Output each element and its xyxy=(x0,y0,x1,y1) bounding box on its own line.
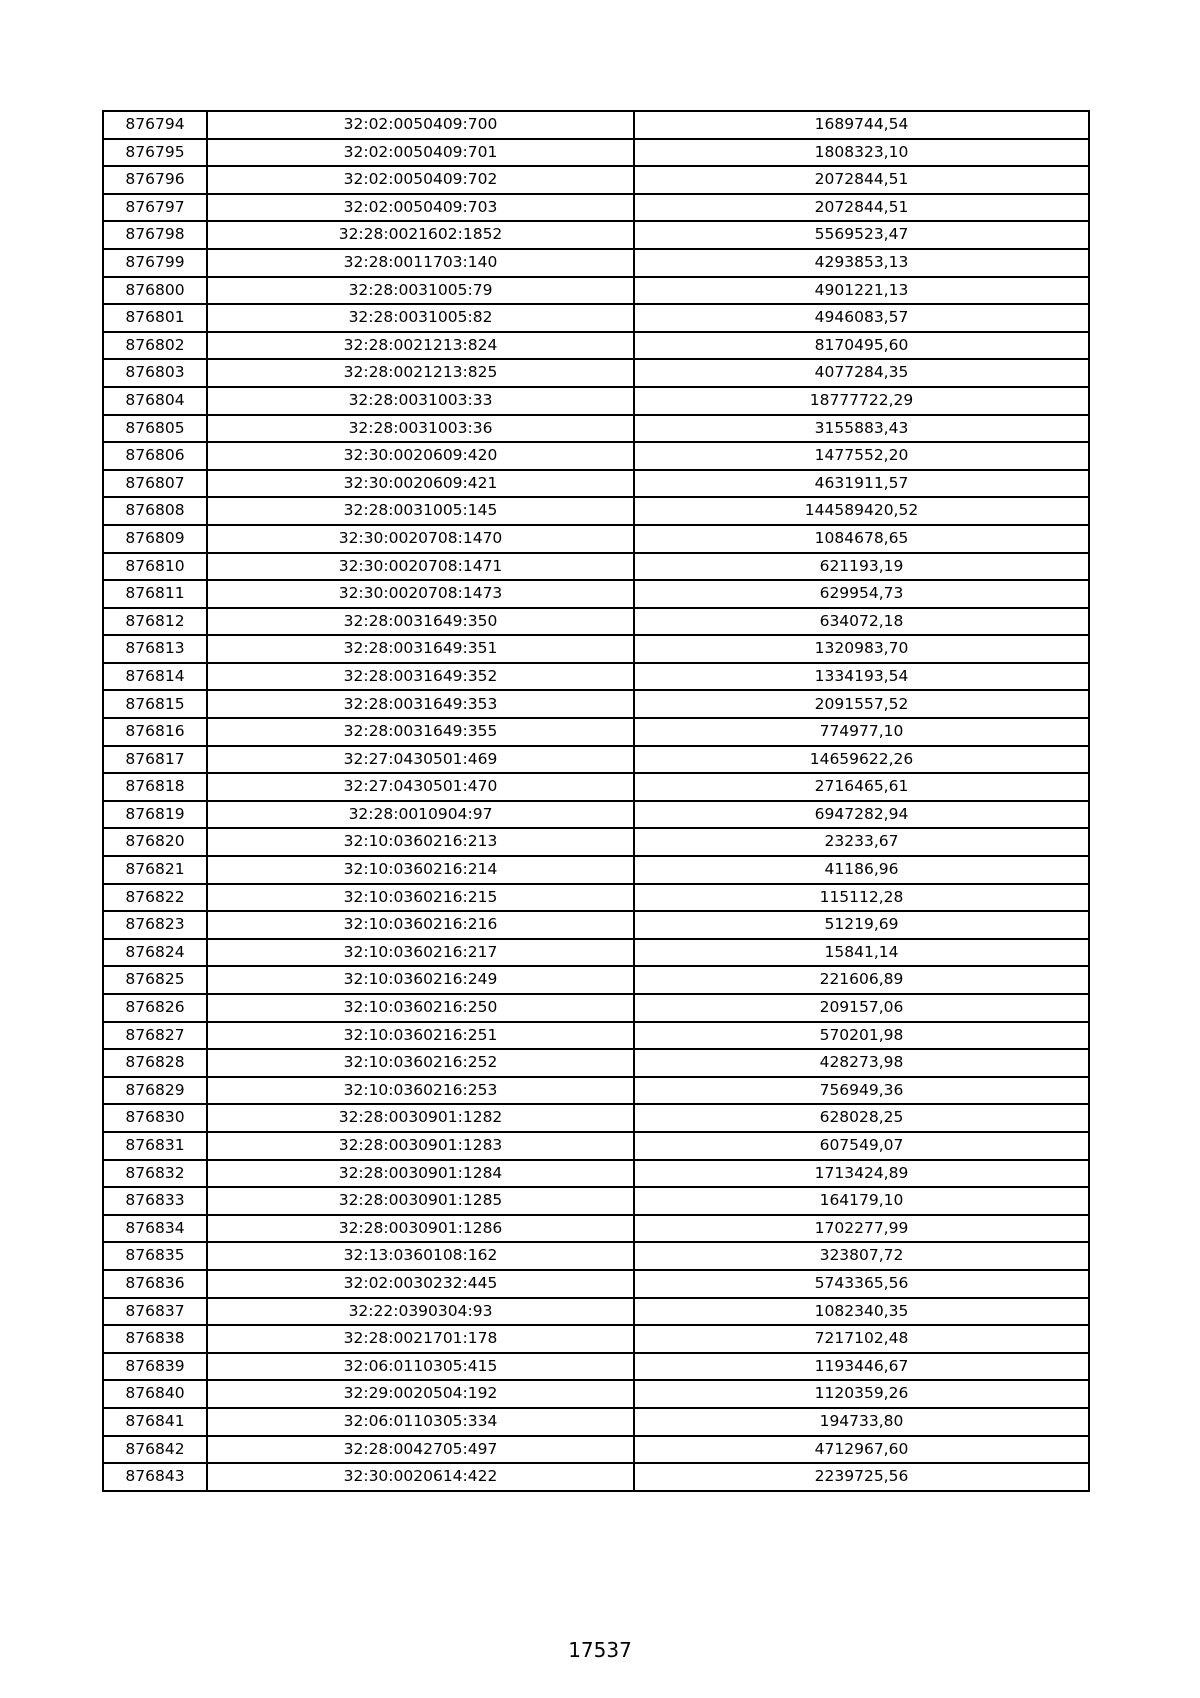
row-number-cell: 876840 xyxy=(103,1380,207,1408)
cadastral-number-cell: 32:02:0030232:445 xyxy=(207,1270,634,1298)
cadastral-value-cell: 621193,19 xyxy=(634,553,1089,581)
cadastral-number-cell: 32:02:0050409:701 xyxy=(207,139,634,167)
cadastral-number-cell: 32:27:0430501:469 xyxy=(207,746,634,774)
cadastral-number-cell: 32:28:0030901:1284 xyxy=(207,1160,634,1188)
row-number-cell: 876802 xyxy=(103,332,207,360)
row-number-cell: 876796 xyxy=(103,166,207,194)
table-row xyxy=(103,277,1089,305)
cadastral-value-cell: 18777722,29 xyxy=(634,387,1089,415)
table-row xyxy=(103,1380,1089,1408)
row-number-cell: 876820 xyxy=(103,828,207,856)
cadastral-number-cell: 32:06:0110305:415 xyxy=(207,1353,634,1381)
cadastral-value-cell: 221606,89 xyxy=(634,966,1089,994)
row-number-cell: 876814 xyxy=(103,663,207,691)
cadastral-value-cell: 4631911,57 xyxy=(634,470,1089,498)
cadastral-number-cell: 32:28:0030901:1282 xyxy=(207,1104,634,1132)
row-number-cell: 876817 xyxy=(103,746,207,774)
cadastral-value-cell: 1082340,35 xyxy=(634,1298,1089,1326)
cadastral-value-cell: 1320983,70 xyxy=(634,635,1089,663)
row-number-cell: 876836 xyxy=(103,1270,207,1298)
cadastral-number-cell: 32:30:0020609:421 xyxy=(207,470,634,498)
cadastral-value-cell: 570201,98 xyxy=(634,1022,1089,1050)
table-row xyxy=(103,1077,1089,1105)
cadastral-number-cell: 32:28:0030901:1286 xyxy=(207,1215,634,1243)
table-row xyxy=(103,387,1089,415)
row-number-cell: 876832 xyxy=(103,1160,207,1188)
cadastral-value-cell: 15841,14 xyxy=(634,939,1089,967)
row-number-cell: 876799 xyxy=(103,249,207,277)
cadastral-value-cell: 629954,73 xyxy=(634,580,1089,608)
table-row xyxy=(103,1022,1089,1050)
cadastral-number-cell: 32:28:0031003:36 xyxy=(207,415,634,443)
cadastral-value-cell: 428273,98 xyxy=(634,1049,1089,1077)
row-number-cell: 876816 xyxy=(103,718,207,746)
page-number: 17537 xyxy=(568,1638,632,1662)
cadastral-value-cell: 1808323,10 xyxy=(634,139,1089,167)
row-number-cell: 876827 xyxy=(103,1022,207,1050)
table-row xyxy=(103,415,1089,443)
cadastral-number-cell: 32:28:0031649:353 xyxy=(207,690,634,718)
table-row xyxy=(103,718,1089,746)
cadastral-number-cell: 32:28:0010904:97 xyxy=(207,801,634,829)
cadastral-value-cell: 1334193,54 xyxy=(634,663,1089,691)
cadastral-value-cell: 6947282,94 xyxy=(634,801,1089,829)
row-number-cell: 876800 xyxy=(103,277,207,305)
row-number-cell: 876824 xyxy=(103,939,207,967)
cadastral-value-cell: 23233,67 xyxy=(634,828,1089,856)
table-row xyxy=(103,1049,1089,1077)
cadastral-number-cell: 32:10:0360216:252 xyxy=(207,1049,634,1077)
row-number-cell: 876825 xyxy=(103,966,207,994)
row-number-cell: 876828 xyxy=(103,1049,207,1077)
table-row xyxy=(103,139,1089,167)
cadastral-value-cell: 4293853,13 xyxy=(634,249,1089,277)
cadastral-value-cell: 323807,72 xyxy=(634,1242,1089,1270)
table-row xyxy=(103,608,1089,636)
row-number-cell: 876819 xyxy=(103,801,207,829)
cadastral-value-cell: 7217102,48 xyxy=(634,1325,1089,1353)
row-number-cell: 876815 xyxy=(103,690,207,718)
table-row xyxy=(103,442,1089,470)
cadastral-number-cell: 32:10:0360216:249 xyxy=(207,966,634,994)
cadastral-number-cell: 32:02:0050409:702 xyxy=(207,166,634,194)
table-row xyxy=(103,1436,1089,1464)
row-number-cell: 876808 xyxy=(103,497,207,525)
cadastral-value-cell: 14659622,26 xyxy=(634,746,1089,774)
table-row xyxy=(103,497,1089,525)
table-row xyxy=(103,1270,1089,1298)
row-number-cell: 876829 xyxy=(103,1077,207,1105)
row-number-cell: 876818 xyxy=(103,773,207,801)
cadastral-number-cell: 32:28:0030901:1285 xyxy=(207,1187,634,1215)
table-row xyxy=(103,663,1089,691)
cadastral-value-cell: 4712967,60 xyxy=(634,1436,1089,1464)
table-row xyxy=(103,1160,1089,1188)
row-number-cell: 876837 xyxy=(103,1298,207,1326)
row-number-cell: 876810 xyxy=(103,553,207,581)
cadastral-number-cell: 32:13:0360108:162 xyxy=(207,1242,634,1270)
row-number-cell: 876807 xyxy=(103,470,207,498)
cadastral-number-cell: 32:10:0360216:217 xyxy=(207,939,634,967)
table-row xyxy=(103,166,1089,194)
cadastral-number-cell: 32:10:0360216:250 xyxy=(207,994,634,1022)
cadastral-value-cell: 4946083,57 xyxy=(634,304,1089,332)
table-row xyxy=(103,304,1089,332)
cadastral-value-cell: 1713424,89 xyxy=(634,1160,1089,1188)
cadastral-number-cell: 32:10:0360216:253 xyxy=(207,1077,634,1105)
cadastral-number-cell: 32:28:0021602:1852 xyxy=(207,221,634,249)
table-row xyxy=(103,828,1089,856)
table-row xyxy=(103,1408,1089,1436)
cadastral-number-cell: 32:06:0110305:334 xyxy=(207,1408,634,1436)
cadastral-number-cell: 32:10:0360216:251 xyxy=(207,1022,634,1050)
row-number-cell: 876843 xyxy=(103,1463,207,1491)
cadastral-number-cell: 32:10:0360216:214 xyxy=(207,856,634,884)
cadastral-number-cell: 32:28:0011703:140 xyxy=(207,249,634,277)
row-number-cell: 876834 xyxy=(103,1215,207,1243)
cadastral-value-cell: 1120359,26 xyxy=(634,1380,1089,1408)
cadastral-value-cell: 209157,06 xyxy=(634,994,1089,1022)
table-row xyxy=(103,1187,1089,1215)
cadastral-value-cell: 634072,18 xyxy=(634,608,1089,636)
cadastral-number-cell: 32:10:0360216:216 xyxy=(207,911,634,939)
table-row xyxy=(103,884,1089,912)
cadastral-number-cell: 32:28:0021213:825 xyxy=(207,359,634,387)
row-number-cell: 876835 xyxy=(103,1242,207,1270)
cadastral-value-cell: 115112,28 xyxy=(634,884,1089,912)
table-row xyxy=(103,939,1089,967)
row-number-cell: 876801 xyxy=(103,304,207,332)
cadastral-number-cell: 32:28:0030901:1283 xyxy=(207,1132,634,1160)
cadastral-number-cell: 32:28:0031649:352 xyxy=(207,663,634,691)
table-row xyxy=(103,221,1089,249)
row-number-cell: 876826 xyxy=(103,994,207,1022)
row-number-cell: 876797 xyxy=(103,194,207,222)
cadastral-value-table xyxy=(102,110,1090,1492)
cadastral-value-cell: 2091557,52 xyxy=(634,690,1089,718)
table-row xyxy=(103,553,1089,581)
cadastral-number-cell: 32:10:0360216:213 xyxy=(207,828,634,856)
cadastral-value-cell: 1689744,54 xyxy=(634,111,1089,139)
table-row xyxy=(103,1242,1089,1270)
table-row xyxy=(103,911,1089,939)
row-number-cell: 876804 xyxy=(103,387,207,415)
cadastral-value-cell: 41186,96 xyxy=(634,856,1089,884)
cadastral-value-cell: 628028,25 xyxy=(634,1104,1089,1132)
cadastral-number-cell: 32:28:0042705:497 xyxy=(207,1436,634,1464)
table-row xyxy=(103,194,1089,222)
table-row xyxy=(103,690,1089,718)
table-row xyxy=(103,470,1089,498)
row-number-cell: 876811 xyxy=(103,580,207,608)
table-row xyxy=(103,1353,1089,1381)
cadastral-number-cell: 32:28:0031005:82 xyxy=(207,304,634,332)
cadastral-value-cell: 607549,07 xyxy=(634,1132,1089,1160)
row-number-cell: 876812 xyxy=(103,608,207,636)
cadastral-number-cell: 32:10:0360216:215 xyxy=(207,884,634,912)
table-row xyxy=(103,635,1089,663)
row-number-cell: 876794 xyxy=(103,111,207,139)
cadastral-value-cell: 1193446,67 xyxy=(634,1353,1089,1381)
cadastral-value-cell: 756949,36 xyxy=(634,1077,1089,1105)
row-number-cell: 876842 xyxy=(103,1436,207,1464)
cadastral-number-cell: 32:30:0020708:1470 xyxy=(207,525,634,553)
cadastral-value-cell: 5743365,56 xyxy=(634,1270,1089,1298)
cadastral-value-cell: 144589420,52 xyxy=(634,497,1089,525)
cadastral-value-cell: 1477552,20 xyxy=(634,442,1089,470)
cadastral-number-cell: 32:30:0020708:1473 xyxy=(207,580,634,608)
cadastral-value-cell: 164179,10 xyxy=(634,1187,1089,1215)
table-row xyxy=(103,1463,1089,1491)
row-number-cell: 876809 xyxy=(103,525,207,553)
table-row xyxy=(103,249,1089,277)
row-number-cell: 876803 xyxy=(103,359,207,387)
cadastral-value-cell: 4077284,35 xyxy=(634,359,1089,387)
cadastral-value-cell: 2072844,51 xyxy=(634,166,1089,194)
cadastral-number-cell: 32:29:0020504:192 xyxy=(207,1380,634,1408)
cadastral-value-cell: 1702277,99 xyxy=(634,1215,1089,1243)
cadastral-number-cell: 32:28:0031005:145 xyxy=(207,497,634,525)
table-row xyxy=(103,856,1089,884)
row-number-cell: 876821 xyxy=(103,856,207,884)
table-row xyxy=(103,359,1089,387)
cadastral-value-cell: 2072844,51 xyxy=(634,194,1089,222)
table-body xyxy=(103,111,1089,1491)
cadastral-number-cell: 32:28:0021213:824 xyxy=(207,332,634,360)
cadastral-number-cell: 32:28:0031649:351 xyxy=(207,635,634,663)
cadastral-value-cell: 51219,69 xyxy=(634,911,1089,939)
row-number-cell: 876831 xyxy=(103,1132,207,1160)
cadastral-number-cell: 32:28:0021701:178 xyxy=(207,1325,634,1353)
cadastral-value-cell: 8170495,60 xyxy=(634,332,1089,360)
cadastral-number-cell: 32:28:0031649:355 xyxy=(207,718,634,746)
table-row xyxy=(103,1104,1089,1132)
cadastral-number-cell: 32:02:0050409:700 xyxy=(207,111,634,139)
table-row xyxy=(103,1132,1089,1160)
table-row xyxy=(103,332,1089,360)
cadastral-value-cell: 194733,80 xyxy=(634,1408,1089,1436)
table-row xyxy=(103,966,1089,994)
cadastral-number-cell: 32:30:0020708:1471 xyxy=(207,553,634,581)
table-row xyxy=(103,773,1089,801)
row-number-cell: 876830 xyxy=(103,1104,207,1132)
cadastral-number-cell: 32:28:0031005:79 xyxy=(207,277,634,305)
row-number-cell: 876813 xyxy=(103,635,207,663)
table-row xyxy=(103,525,1089,553)
cadastral-number-cell: 32:30:0020609:420 xyxy=(207,442,634,470)
cadastral-number-cell: 32:22:0390304:93 xyxy=(207,1298,634,1326)
table-row xyxy=(103,1298,1089,1326)
cadastral-value-cell: 4901221,13 xyxy=(634,277,1089,305)
table-row xyxy=(103,111,1089,139)
table-row xyxy=(103,1325,1089,1353)
cadastral-value-cell: 3155883,43 xyxy=(634,415,1089,443)
row-number-cell: 876841 xyxy=(103,1408,207,1436)
cadastral-value-cell: 2716465,61 xyxy=(634,773,1089,801)
table-row xyxy=(103,580,1089,608)
cadastral-number-cell: 32:28:0031649:350 xyxy=(207,608,634,636)
row-number-cell: 876823 xyxy=(103,911,207,939)
row-number-cell: 876805 xyxy=(103,415,207,443)
cadastral-value-cell: 5569523,47 xyxy=(634,221,1089,249)
cadastral-number-cell: 32:27:0430501:470 xyxy=(207,773,634,801)
row-number-cell: 876806 xyxy=(103,442,207,470)
table-row xyxy=(103,1215,1089,1243)
table-row xyxy=(103,746,1089,774)
cadastral-number-cell: 32:02:0050409:703 xyxy=(207,194,634,222)
row-number-cell: 876839 xyxy=(103,1353,207,1381)
table-row xyxy=(103,801,1089,829)
row-number-cell: 876822 xyxy=(103,884,207,912)
cadastral-number-cell: 32:30:0020614:422 xyxy=(207,1463,634,1491)
row-number-cell: 876833 xyxy=(103,1187,207,1215)
row-number-cell: 876795 xyxy=(103,139,207,167)
table-row xyxy=(103,994,1089,1022)
cadastral-value-cell: 774977,10 xyxy=(634,718,1089,746)
cadastral-value-cell: 2239725,56 xyxy=(634,1463,1089,1491)
cadastral-number-cell: 32:28:0031003:33 xyxy=(207,387,634,415)
row-number-cell: 876838 xyxy=(103,1325,207,1353)
cadastral-value-cell: 1084678,65 xyxy=(634,525,1089,553)
row-number-cell: 876798 xyxy=(103,221,207,249)
